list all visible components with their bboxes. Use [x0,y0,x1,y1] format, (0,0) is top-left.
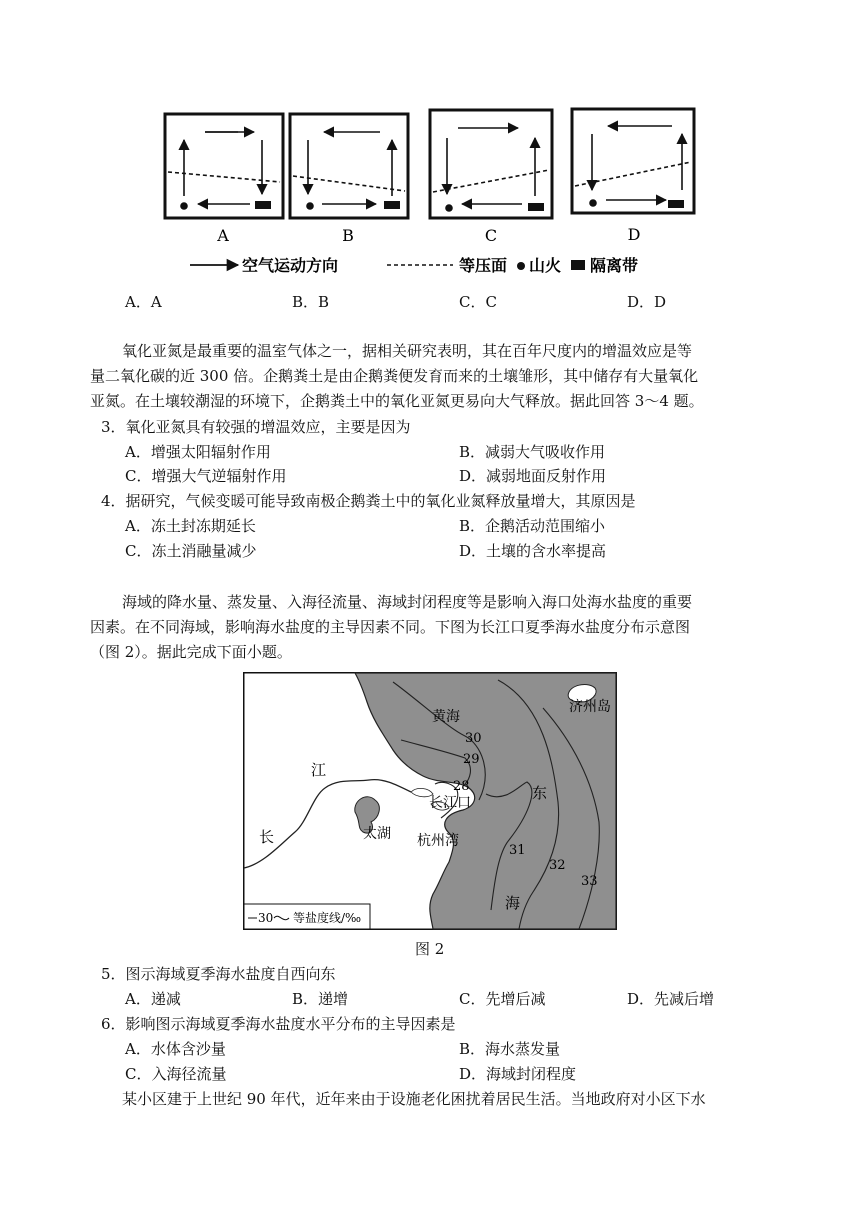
legend-isoline-text: 等盐度线/‰ [293,911,362,925]
panel-label-b: B [342,226,354,245]
label-taihu: 太湖 [363,826,391,842]
fire-dot [589,199,597,207]
fire-dot [306,202,314,210]
map-legend [244,904,370,929]
passage-line: 氧化亚氮是最重要的温室气体之一，据相关研究表明，其在百年尺度内的增温效应是等 [122,342,693,360]
q4-stem: 4．据研究，气候变暖可能导致南极企鹅粪土中的氧化业氮释放量增大，其原因是 [101,492,636,510]
passage-nitrous-oxide [90,339,780,414]
fire-dot [445,204,453,212]
passage-line: （图 2）。据此完成下面小题。 [90,643,292,661]
passage-line: 因素。在不同海域，影响海水盐度的主导因素不同。下图为长江口夏季海水盐度分布示意图 [90,618,691,636]
legend-isoline-value: 30 [258,911,274,925]
belt-rect [255,201,271,209]
passage-line: 海域的降水量、蒸发量、入海径流量、海域封闭程度等是影响入海口处海水盐度的重要 [122,593,693,611]
q6-option-a: A．水体含沙量 [125,1040,226,1058]
panel-label-c: C [484,226,498,245]
q3-option-a: A．增强太阳辐射作用 [125,443,271,461]
panel-c [430,110,552,218]
legend-fire: 山火 [529,256,562,275]
belt-rect [668,200,684,208]
q4-option-b: B．企鹅活动范围缩小 [459,517,606,535]
passage-line: 某小区建于上世纪 90 年代，近年来由于设施老化困扰着居民生活。当地政府对小区下水 [122,1090,706,1108]
q3-option-b: B．减弱大气吸收作用 [459,443,606,461]
q6-stem: 6．影响图示海域夏季海水盐度水平分布的主导因素是 [101,1015,456,1033]
q5-option-a: A．递减 [125,990,181,1008]
isoline-label-29: 29 [463,752,480,767]
panel-d [572,109,694,213]
q6-option-b: B．海水蒸发量 [459,1040,561,1058]
label-estuary: 长江口 [429,795,471,811]
q4-option-d: D．土壤的含水率提高 [459,542,607,560]
q2-option-a: A．A [125,293,162,311]
isoline-label-33: 33 [581,874,598,889]
q2-option-c: C．C [459,293,497,311]
q4-option-c: C．冻土消融量减少 [125,542,257,560]
panel-b [290,114,408,218]
q6-option-c: C．入海径流量 [125,1065,227,1083]
q2-option-b: B．B [292,293,330,311]
q3-option-d: D．减弱地面反射作用 [459,467,607,485]
q5-option-d: D．先减后增 [627,990,715,1008]
label-hangzhou-bay: 杭州湾 [417,833,459,849]
yangtze-salinity-map [243,672,617,930]
passage-line: 量二氧化碳的近 300 倍。企鹅粪土是由企鹅粪便发育而来的土壤雏形，其中储存有大量氧化 [90,367,699,385]
passage-residential [90,1087,780,1112]
legend-isobaric: 等压面 [459,256,508,275]
label-jeju: 济州岛 [569,699,611,715]
legend-air-motion: 空气运动方向 [242,256,339,275]
circulation-diagrams-figure [150,100,710,290]
label-chang: 长 [259,828,275,846]
label-sea: 海 [505,894,521,912]
q2-option-d: D．D [627,293,667,311]
panel-label-d: D [627,225,641,244]
label-jiang: 江 [311,761,327,779]
legend-belt: 隔离带 [590,256,639,275]
passage-salinity [90,590,780,665]
passage-line: 亚氮。在土壤较潮湿的环境下，企鹅粪土中的氧化亚氮更易向大气释放。据此回答 3～4 题。 [90,392,704,410]
isoline-label-30: 30 [465,731,482,746]
belt-rect [528,203,544,211]
q5-option-b: B．递增 [292,990,349,1008]
belt-rect [384,201,400,209]
panel-a [165,114,283,218]
isoline-label-31: 31 [509,843,526,858]
isoline-label-28: 28 [453,779,470,794]
q3-stem: 3．氧化亚氮具有较强的增温效应，主要是因为 [101,418,411,436]
label-east: 东 [532,784,548,802]
q5-option-c: C．先增后减 [459,990,546,1008]
panel-label-a: A [217,226,229,245]
isoline-label-32: 32 [549,858,566,873]
q5-stem: 5．图示海域夏季海水盐度自西向东 [101,965,336,983]
q3-option-c: C．增强大气逆辐射作用 [125,467,287,485]
figure-legend [190,256,638,275]
q4-option-a: A．冻土封冻期延长 [125,517,256,535]
figure-caption: 图 2 [415,940,445,958]
fire-dot [180,202,188,210]
q6-option-d: D．海域封闭程度 [459,1065,577,1083]
label-yellow-sea: 黄海 [432,709,460,725]
